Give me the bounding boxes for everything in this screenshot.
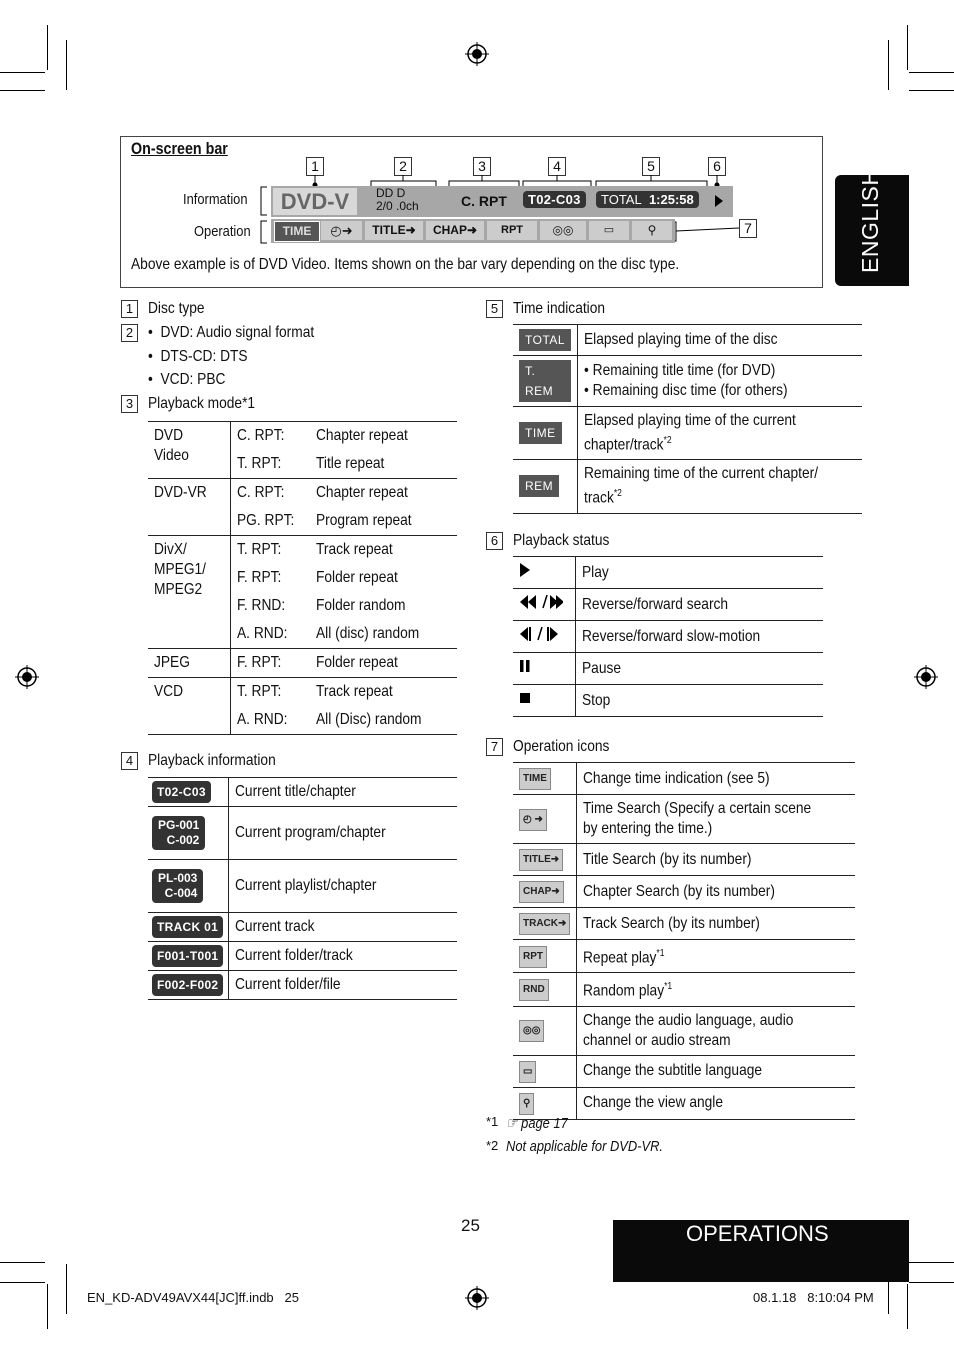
time-icon-cell bbox=[513, 356, 578, 407]
info-desc-cell bbox=[229, 860, 458, 913]
info-description: Current folder/track bbox=[235, 947, 353, 964]
registration-mark-icon bbox=[914, 665, 938, 689]
info-row bbox=[148, 913, 457, 942]
op-desc-cell bbox=[577, 908, 855, 940]
mode-code: PG. RPT: bbox=[237, 512, 295, 529]
status-desc-cell bbox=[576, 621, 824, 653]
mode-row bbox=[148, 479, 457, 508]
op-desc-cell bbox=[577, 1055, 855, 1087]
op-description: Track Search (by its number) bbox=[583, 914, 761, 932]
mode-description: Track repeat bbox=[315, 683, 393, 700]
mode-desc-cell bbox=[310, 450, 457, 479]
op-icon-cell bbox=[513, 1055, 577, 1087]
status-description: Reverse/forward search bbox=[582, 595, 729, 613]
callout-6: 6 bbox=[708, 157, 726, 176]
mode-desc-cell bbox=[310, 620, 457, 649]
op-audio-button[interactable]: ◎◎ bbox=[540, 221, 586, 240]
mode-code: C. RPT: bbox=[237, 484, 285, 501]
registration-mark-icon bbox=[15, 665, 39, 689]
mode-description: All (disc) random bbox=[315, 625, 419, 642]
angle-icon: ⚲ bbox=[519, 1093, 534, 1115]
time-indicator: REM bbox=[519, 475, 559, 497]
disc-type-display: DVD-V bbox=[273, 188, 357, 215]
language-tab-label: ENGLISH bbox=[857, 168, 883, 273]
section-audio-format: 2 • DVD: Audio signal format bbox=[121, 322, 341, 344]
info-desc-cell bbox=[229, 778, 458, 807]
footer-timestamp: 08.1.18 8:10:04 PM bbox=[753, 1290, 874, 1305]
operation-label: Operation bbox=[194, 223, 251, 240]
page-number: 25 bbox=[461, 1216, 480, 1235]
op-description: Change the subtitle language bbox=[583, 1062, 763, 1080]
mode-description: Chapter repeat bbox=[315, 484, 408, 501]
section-playback-info: 4 Playback information bbox=[121, 750, 297, 772]
op-rnd-icon: RND bbox=[519, 979, 549, 1001]
section-playback-mode: 3 Playback mode*1 bbox=[121, 393, 273, 415]
section-playback-status: 6 Playback status bbox=[486, 530, 625, 552]
op-description: Random play$^{*1}$ bbox=[583, 981, 673, 1000]
info-desc-cell bbox=[229, 942, 458, 971]
op-icon-cell bbox=[513, 795, 577, 844]
time-desc-cell bbox=[578, 356, 863, 407]
crop-mark bbox=[66, 40, 67, 90]
time-row bbox=[513, 407, 862, 460]
op-icon-cell bbox=[513, 973, 577, 1006]
mode-row bbox=[148, 422, 457, 451]
op-description: Change time indication (see 5) bbox=[583, 769, 771, 787]
bullet-dts: • DTS-CD: DTS bbox=[148, 348, 248, 365]
crop-mark bbox=[909, 72, 954, 73]
footnote-ref: *2 bbox=[613, 488, 623, 500]
time-description: Elapsed playing time of the current bbox=[584, 412, 796, 429]
mode-desc-cell bbox=[310, 649, 457, 678]
audio-icon: ◎◎ bbox=[519, 1020, 544, 1042]
op-icon-cell bbox=[513, 940, 577, 973]
op-row bbox=[513, 844, 855, 876]
mode-disc-label: DVD-VR bbox=[154, 484, 207, 501]
mode-code: A. RND: bbox=[237, 625, 288, 642]
info-description: Current folder/file bbox=[235, 976, 341, 993]
mode-code-cell bbox=[231, 479, 310, 508]
time-description: • Remaining disc time (for others) bbox=[584, 382, 788, 399]
op-icon-cell bbox=[513, 844, 577, 876]
footnote-ref: *2 bbox=[663, 435, 672, 446]
mode-code-cell bbox=[231, 649, 310, 678]
op-desc-cell bbox=[577, 1006, 855, 1055]
information-label: Information bbox=[183, 191, 248, 208]
crop-mark bbox=[909, 90, 954, 91]
op-description: Title Search (by its number) bbox=[583, 850, 752, 868]
mode-row bbox=[148, 536, 457, 565]
info-icon-cell bbox=[148, 913, 229, 942]
op-row bbox=[513, 1055, 855, 1087]
info-desc-cell bbox=[229, 971, 458, 1000]
op-desc-cell bbox=[577, 844, 855, 876]
operation-icons-table bbox=[513, 762, 855, 1120]
playback-info-table bbox=[148, 777, 457, 1000]
mode-disc-cell bbox=[148, 536, 231, 649]
playback-status-table bbox=[513, 556, 823, 717]
crop-mark bbox=[47, 1284, 48, 1329]
callout-7: 7 bbox=[739, 219, 757, 238]
mode-code: F. RPT: bbox=[237, 569, 282, 586]
crop-mark bbox=[0, 1282, 45, 1283]
bullet-vcd: • VCD: PBC bbox=[148, 371, 226, 388]
op-icon-cell bbox=[513, 876, 577, 908]
time-description: chapter/track$^{*2}$ bbox=[584, 435, 672, 454]
info-description: Current playlist/chapter bbox=[235, 877, 377, 894]
info-icon-cell bbox=[148, 971, 229, 1000]
time-display: TOTAL 1:25:58 bbox=[596, 191, 699, 208]
mode-code-cell bbox=[231, 507, 310, 536]
info-indicator: F001-T001 bbox=[152, 945, 223, 967]
section-disc-type: 1 Disc type bbox=[121, 298, 214, 320]
mode-description: Track repeat bbox=[315, 541, 393, 558]
status-row bbox=[513, 621, 823, 653]
mode-disc-cell bbox=[148, 649, 231, 678]
playback-mode-display: C. RPT bbox=[461, 193, 507, 209]
section-operation-icons: 7 Operation icons bbox=[486, 736, 625, 758]
mode-code-cell bbox=[231, 422, 310, 451]
op-row bbox=[513, 1006, 855, 1055]
mode-disc-label: DivX/ MPEG1/ MPEG2 bbox=[154, 541, 207, 598]
mode-row bbox=[148, 678, 457, 707]
pause-icon bbox=[513, 653, 576, 685]
section-tab bbox=[613, 1220, 909, 1282]
op-row bbox=[513, 795, 855, 844]
op-desc-cell bbox=[577, 876, 855, 908]
op-icon-cell bbox=[513, 908, 577, 940]
mode-code: F. RPT: bbox=[237, 654, 282, 671]
search-icon bbox=[513, 589, 576, 621]
playback-mode-table bbox=[148, 421, 457, 735]
info-icon-cell bbox=[148, 860, 229, 913]
op-title-button[interactable]: TITLE➜ bbox=[365, 221, 423, 240]
time-description: Elapsed playing time of the disc bbox=[584, 331, 778, 348]
status-description: Reverse/forward slow-motion bbox=[582, 627, 761, 645]
info-icon-cell bbox=[148, 942, 229, 971]
time-icon-cell bbox=[513, 325, 578, 356]
time-row bbox=[513, 356, 862, 407]
op-row bbox=[513, 908, 855, 940]
section-time-indication: 5 Time indication bbox=[486, 298, 620, 320]
registration-mark-icon bbox=[465, 1286, 489, 1310]
op-description: Change the view angle bbox=[583, 1094, 724, 1112]
footnote-2: *2 Not applicable for DVD-VR. bbox=[486, 1138, 664, 1155]
op-chap-icon: CHAP➜ bbox=[519, 881, 564, 903]
info-row bbox=[148, 860, 457, 913]
crop-mark bbox=[0, 72, 45, 73]
info-row bbox=[148, 807, 457, 860]
mode-code-cell bbox=[231, 536, 310, 565]
onscreen-bar-panel bbox=[120, 136, 823, 288]
stop-icon bbox=[513, 685, 576, 717]
time-icon-cell bbox=[513, 460, 578, 513]
mode-disc-label: DVD Video bbox=[154, 427, 189, 464]
mode-code: T. RPT: bbox=[237, 541, 282, 558]
op-desc-cell bbox=[577, 795, 855, 844]
info-desc-cell bbox=[229, 913, 458, 942]
information-row bbox=[271, 186, 733, 217]
mode-desc-cell bbox=[310, 507, 457, 536]
info-icon-cell bbox=[148, 807, 229, 860]
mode-code-cell bbox=[231, 706, 310, 735]
play-status-icon bbox=[714, 195, 724, 207]
crop-mark bbox=[909, 1262, 954, 1263]
info-indicator: T02-C03 bbox=[152, 781, 211, 803]
title-chapter-display: T02-C03 bbox=[523, 191, 586, 209]
mode-code: C. RPT: bbox=[237, 427, 285, 444]
status-desc-cell bbox=[576, 557, 824, 589]
mode-code-cell bbox=[231, 450, 310, 479]
time-indicator: TOTAL bbox=[519, 329, 571, 351]
mode-code: T. RPT: bbox=[237, 455, 282, 472]
mode-disc-label: JPEG bbox=[154, 654, 190, 671]
op-row bbox=[513, 763, 855, 795]
mode-code-cell bbox=[231, 592, 310, 620]
op-description: by entering the time.) bbox=[583, 820, 713, 837]
info-row bbox=[148, 971, 457, 1000]
time-description: • Remaining title time (for DVD) bbox=[584, 362, 776, 379]
crop-mark bbox=[0, 90, 45, 91]
mode-code-cell bbox=[231, 620, 310, 649]
mode-description: All (Disc) random bbox=[315, 711, 422, 728]
onscreen-bar-caption: Above example is of DVD Video. Items shown on the bar vary depending on the disc type. bbox=[131, 256, 680, 273]
mode-description: Folder repeat bbox=[315, 569, 398, 586]
time-description: Remaining time of the current chapter/ bbox=[584, 465, 819, 483]
status-desc-cell bbox=[576, 653, 824, 685]
mode-description: Chapter repeat bbox=[315, 427, 408, 444]
mode-row bbox=[148, 649, 457, 678]
callout-1: 1 bbox=[306, 157, 324, 176]
op-rpt-button[interactable]: RPT bbox=[487, 221, 537, 240]
mode-disc-cell bbox=[148, 479, 231, 536]
mode-code-cell bbox=[231, 564, 310, 592]
callout-5: 5 bbox=[642, 157, 660, 176]
mode-code: F. RND: bbox=[237, 597, 286, 614]
operation-row bbox=[271, 219, 675, 243]
mode-disc-label: VCD bbox=[154, 683, 184, 700]
mode-description: Program repeat bbox=[315, 512, 412, 529]
time-icon-cell bbox=[513, 407, 578, 460]
op-time-button[interactable]: TIME bbox=[274, 221, 320, 242]
op-desc-cell bbox=[577, 973, 855, 1006]
status-row bbox=[513, 557, 823, 589]
audio-format-display: DD D 2/0 .0ch bbox=[376, 186, 419, 213]
status-row bbox=[513, 653, 823, 685]
op-description: channel or audio stream bbox=[583, 1031, 731, 1049]
time-indication-table bbox=[513, 324, 862, 514]
crop-mark bbox=[909, 1282, 954, 1283]
info-row bbox=[148, 778, 457, 807]
op-track-icon: TRACK➜ bbox=[519, 913, 570, 935]
op-row bbox=[513, 876, 855, 908]
op-description: Repeat play$^{*1}$ bbox=[583, 948, 665, 967]
time-row bbox=[513, 325, 862, 356]
status-desc-cell bbox=[576, 589, 824, 621]
op-row bbox=[513, 973, 855, 1006]
mode-code: A. RND: bbox=[237, 711, 288, 728]
registration-mark-icon bbox=[465, 42, 489, 66]
op-desc-cell bbox=[577, 940, 855, 973]
mode-desc-cell bbox=[310, 479, 457, 508]
mode-description: Folder random bbox=[315, 597, 406, 614]
op-desc-cell bbox=[577, 1087, 855, 1119]
mode-disc-cell bbox=[148, 678, 231, 735]
op-description: Change the audio language, audio bbox=[583, 1011, 794, 1029]
callout-2: 2 bbox=[394, 157, 412, 176]
callout-3: 3 bbox=[473, 157, 491, 176]
mode-description: Title repeat bbox=[315, 455, 385, 472]
mode-desc-cell bbox=[310, 422, 457, 451]
status-row bbox=[513, 685, 823, 717]
section-tab-label: OPERATIONS bbox=[686, 1221, 829, 1246]
crop-mark bbox=[66, 1264, 67, 1314]
info-icon-cell bbox=[148, 778, 229, 807]
status-desc-cell bbox=[576, 685, 824, 717]
op-title-icon: TITLE➜ bbox=[519, 849, 563, 871]
time-description: track$^{*2}$ bbox=[584, 488, 623, 507]
op-row bbox=[513, 940, 855, 973]
status-description: Play bbox=[582, 563, 609, 581]
status-description: Stop bbox=[582, 691, 611, 709]
op-time-icon: TIME bbox=[519, 768, 551, 790]
mode-desc-cell bbox=[310, 706, 457, 735]
play-icon bbox=[513, 557, 576, 589]
op-icon-cell bbox=[513, 763, 577, 795]
time-desc-cell bbox=[578, 460, 863, 513]
info-desc-cell bbox=[229, 807, 458, 860]
crop-mark bbox=[907, 25, 908, 70]
info-description: Current title/chapter bbox=[235, 783, 356, 800]
mode-desc-cell bbox=[310, 592, 457, 620]
language-tab bbox=[835, 168, 909, 286]
mode-description: Folder repeat bbox=[315, 654, 398, 671]
mode-code: T. RPT: bbox=[237, 683, 282, 700]
time-desc-cell bbox=[578, 407, 863, 460]
time-indicator: T. REM bbox=[519, 360, 571, 402]
footnote-ref: *1 bbox=[656, 948, 665, 959]
time-search-icon: ◴ ➜ bbox=[519, 809, 547, 831]
crop-mark bbox=[888, 40, 889, 90]
time-row bbox=[513, 460, 862, 513]
info-description: Current track bbox=[235, 918, 315, 935]
mode-desc-cell bbox=[310, 678, 457, 707]
op-description: Time Search (Specify a certain scene bbox=[583, 800, 812, 817]
time-desc-cell bbox=[578, 325, 863, 356]
mode-code-cell bbox=[231, 678, 310, 707]
op-subtitle-button[interactable]: ▭ bbox=[589, 221, 629, 240]
status-description: Pause bbox=[582, 659, 622, 677]
op-chap-button[interactable]: CHAP➜ bbox=[426, 221, 484, 240]
footnote-ref: *1 bbox=[664, 981, 673, 993]
footnote-1: *1 ☞ page 17 bbox=[486, 1114, 568, 1132]
info-indicator: PG-001 C-002 bbox=[152, 816, 205, 850]
onscreen-bar-title: On-screen bar bbox=[131, 139, 228, 158]
mode-disc-cell bbox=[148, 422, 231, 479]
subtitle-icon: ▭ bbox=[519, 1061, 536, 1083]
crop-mark bbox=[907, 1284, 908, 1329]
op-desc-cell bbox=[577, 763, 855, 795]
footer-file: EN_KD-ADV49AVX44[JC]ff.indb 25 bbox=[87, 1290, 299, 1305]
info-indicator: F002-F002 bbox=[152, 974, 223, 996]
callout-4: 4 bbox=[548, 157, 566, 176]
info-description: Current program/chapter bbox=[235, 824, 386, 841]
mode-desc-cell bbox=[310, 536, 457, 565]
op-icon-cell bbox=[513, 1006, 577, 1055]
crop-mark bbox=[0, 1262, 45, 1263]
crop-mark bbox=[47, 25, 48, 70]
op-angle-button[interactable]: ⚲ bbox=[632, 221, 672, 240]
info-row bbox=[148, 942, 457, 971]
info-indicator: PL-003 C-004 bbox=[152, 869, 203, 903]
status-row bbox=[513, 589, 823, 621]
time-indicator: TIME bbox=[519, 422, 562, 444]
op-time-search-button[interactable]: ◴➜ bbox=[321, 221, 362, 240]
mode-desc-cell bbox=[310, 564, 457, 592]
op-rpt-icon: RPT bbox=[519, 946, 547, 968]
slow-motion-icon bbox=[513, 621, 576, 653]
info-indicator: TRACK 01 bbox=[152, 916, 223, 938]
op-description: Chapter Search (by its number) bbox=[583, 882, 776, 900]
